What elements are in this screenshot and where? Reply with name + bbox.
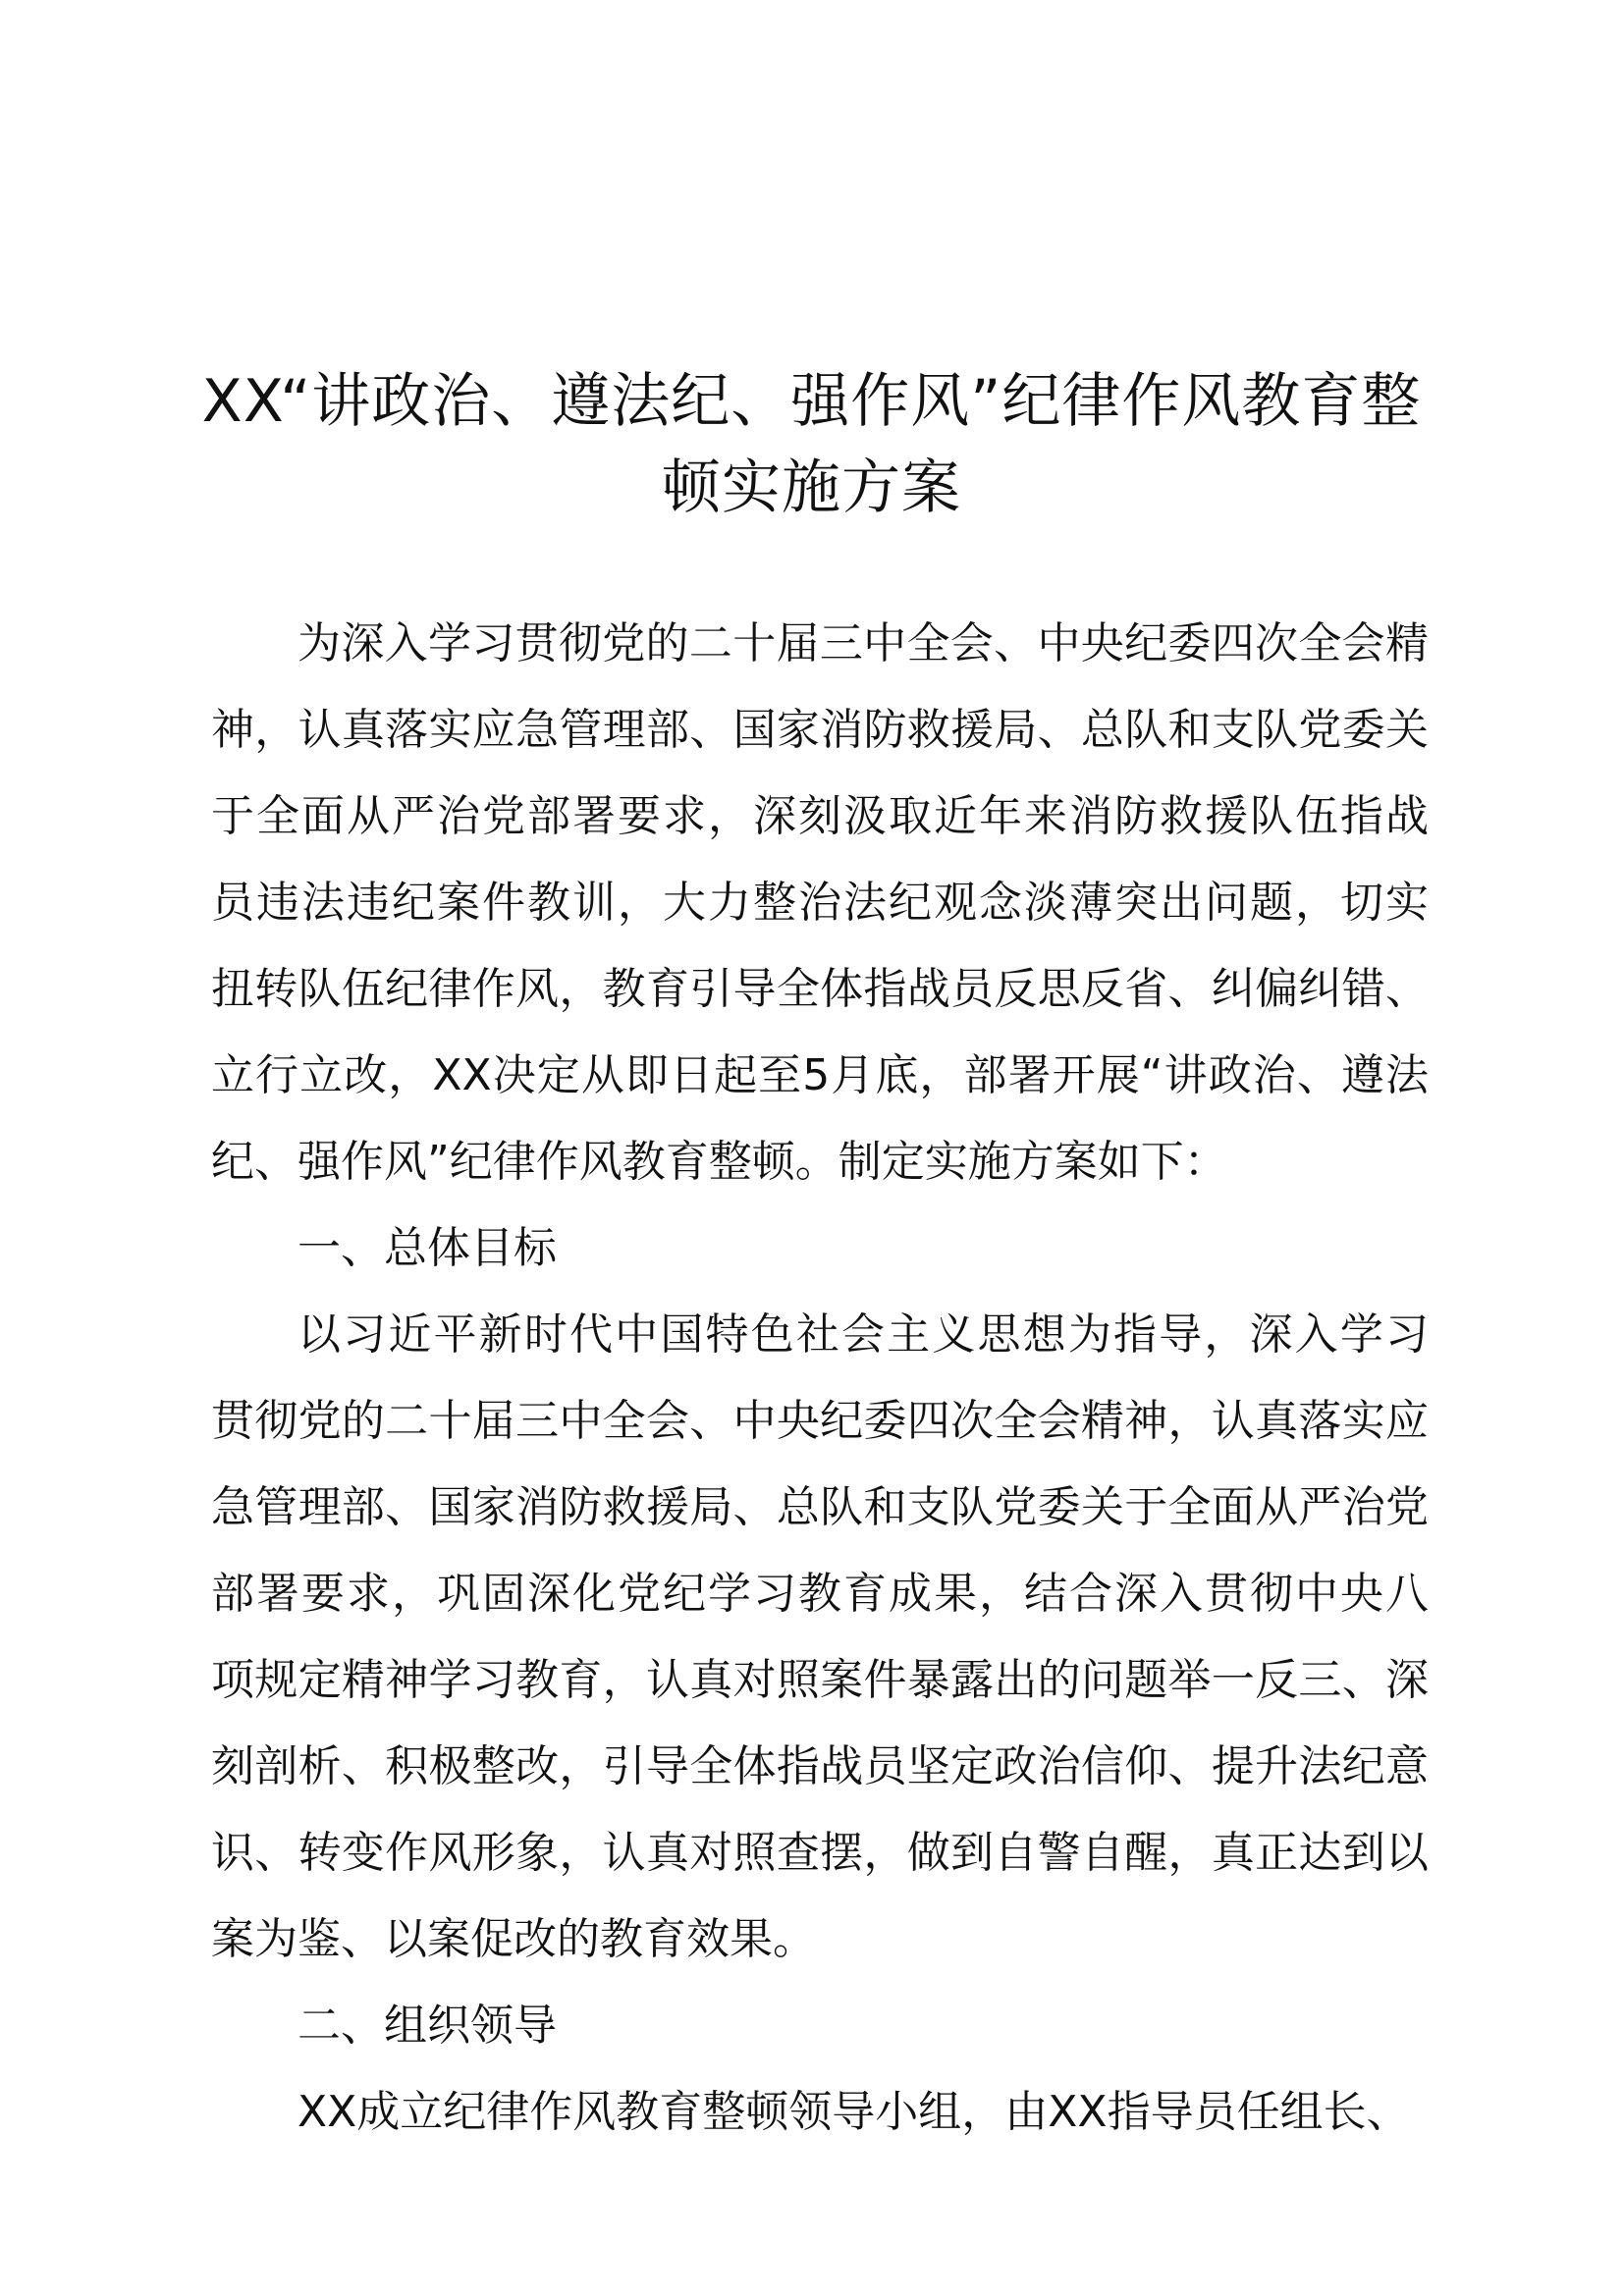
- section1-line: 项规定精神学习教育，认真对照案件暴露出的问题举一反三、深: [211, 1655, 1429, 1705]
- intro-line: 员违法违纪案件教训，大力整治法纪观念淡薄突出问题，切实: [211, 878, 1429, 928]
- section2-line: XX成立纪律作风教育整顿领导小组，由XX指导员任组长、: [298, 2087, 1410, 2137]
- document-body: [211, 601, 1429, 2156]
- title-line-2: 顿实施方案: [662, 454, 961, 522]
- section1-line: 案为鉴、以案促改的教育效果。: [211, 1914, 816, 1964]
- intro-line: 于全面从严治党部署要求，深刻汲取近年来消防救援队伍指战: [211, 791, 1429, 841]
- intro-line: 为深入学习贯彻党的二十届三中全会、中央纪委四次全会精: [298, 618, 1429, 668]
- section1-line: 以习近平新时代中国特色社会主义思想为指导，深入学习: [298, 1309, 1429, 1360]
- intro-line: 神，认真落实应急管理部、国家消防救援局、总队和支队党委关: [211, 705, 1429, 755]
- section-heading-2: 二、组织领导: [298, 2001, 557, 2051]
- section1-line: 贯彻党的二十届三中全会、中央纪委四次全会精神，认真落实应: [211, 1396, 1429, 1446]
- section-heading-1: 一、总体目标: [298, 1223, 557, 1273]
- section1-line: 识、转变作风形象，认真对照查摆，做到自警自醒，真正达到以: [211, 1828, 1429, 1878]
- intro-line: 扭转队伍纪律作风，教育引导全体指战员反思反省、纠偏纠错、: [211, 964, 1429, 1014]
- document-title: [196, 358, 1427, 531]
- title-line-1: XX“讲政治、遵法纪、强作风”纪律作风教育整: [201, 367, 1422, 436]
- section1-line: 急管理部、国家消防救援局、总队和支队党委关于全面从严治党: [211, 1482, 1429, 1532]
- section1-line: 部署要求，巩固深化党纪学习教育成果，结合深入贯彻中央八: [211, 1569, 1429, 1619]
- intro-line: 立行立改，XX决定从即日起至5月底，部署开展“讲政治、遵法: [211, 1050, 1429, 1100]
- intro-line: 纪、强作风”纪律作风教育整顿。制定实施方案如下：: [211, 1137, 1227, 1187]
- section1-line: 刻剖析、积极整改，引导全体指战员坚定政治信仰、提升法纪意: [211, 1741, 1429, 1791]
